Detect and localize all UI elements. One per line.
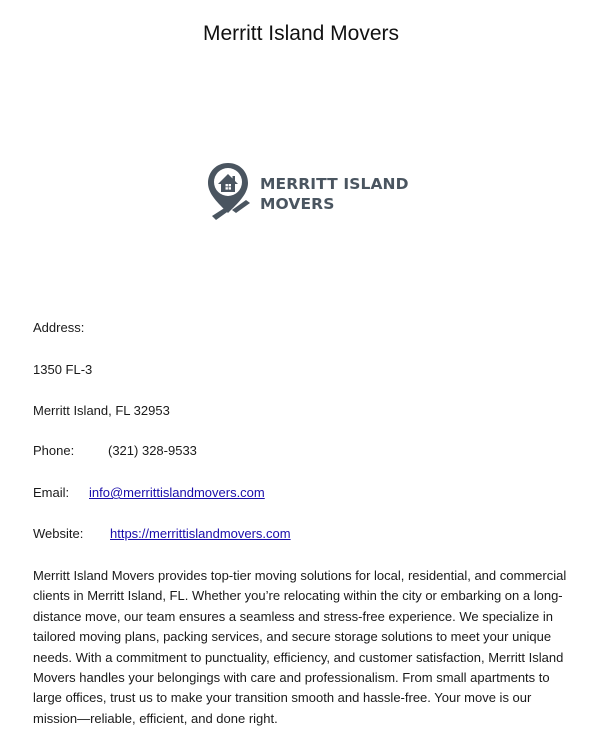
address-street: 1350 FL-3	[33, 362, 93, 377]
logo-text-line1: MERRITT ISLAND	[260, 175, 409, 193]
email-label: Email:	[33, 485, 70, 500]
company-logo	[206, 160, 409, 226]
email-row	[33, 485, 333, 500]
address-label: Address:	[33, 320, 85, 335]
company-description: Merritt Island Movers provides top-tier moving solutions for local, residential, and commercial clients in Merritt Island, FL. Whether you’re relocating within the city or embarking on a long-distance move, our team ensures a seamless and stress-free experience. We specialize in tailored moving plans, packing services, and secure storage solutions to meet your unique needs. With a commitment to punctuality, efficiency, and customer satisfaction, Merritt Island Movers handles your belongings with care and professionalism. From small apartments to large offices, trust us to make your transition smooth and hassle-free. Your move is our mission—reliable, efficient, and done right.	[33, 568, 567, 726]
email-link[interactable]: info@merrittislandmovers.com	[89, 485, 265, 500]
logo-text-line2: MOVERS	[260, 195, 335, 213]
phone-row	[33, 443, 333, 458]
website-row	[33, 526, 333, 541]
address-city: Merritt Island, FL 32953	[33, 403, 170, 418]
website-label: Website:	[33, 526, 84, 541]
website-link[interactable]: https://merrittislandmovers.com	[110, 526, 291, 541]
document-title: Merritt Island Movers	[202, 22, 400, 45]
phone-label: Phone:	[33, 443, 75, 458]
logo-wordmark	[260, 174, 409, 214]
map-pin-house-icon	[206, 160, 258, 226]
phone-value: (321) 328-9533	[108, 443, 197, 458]
